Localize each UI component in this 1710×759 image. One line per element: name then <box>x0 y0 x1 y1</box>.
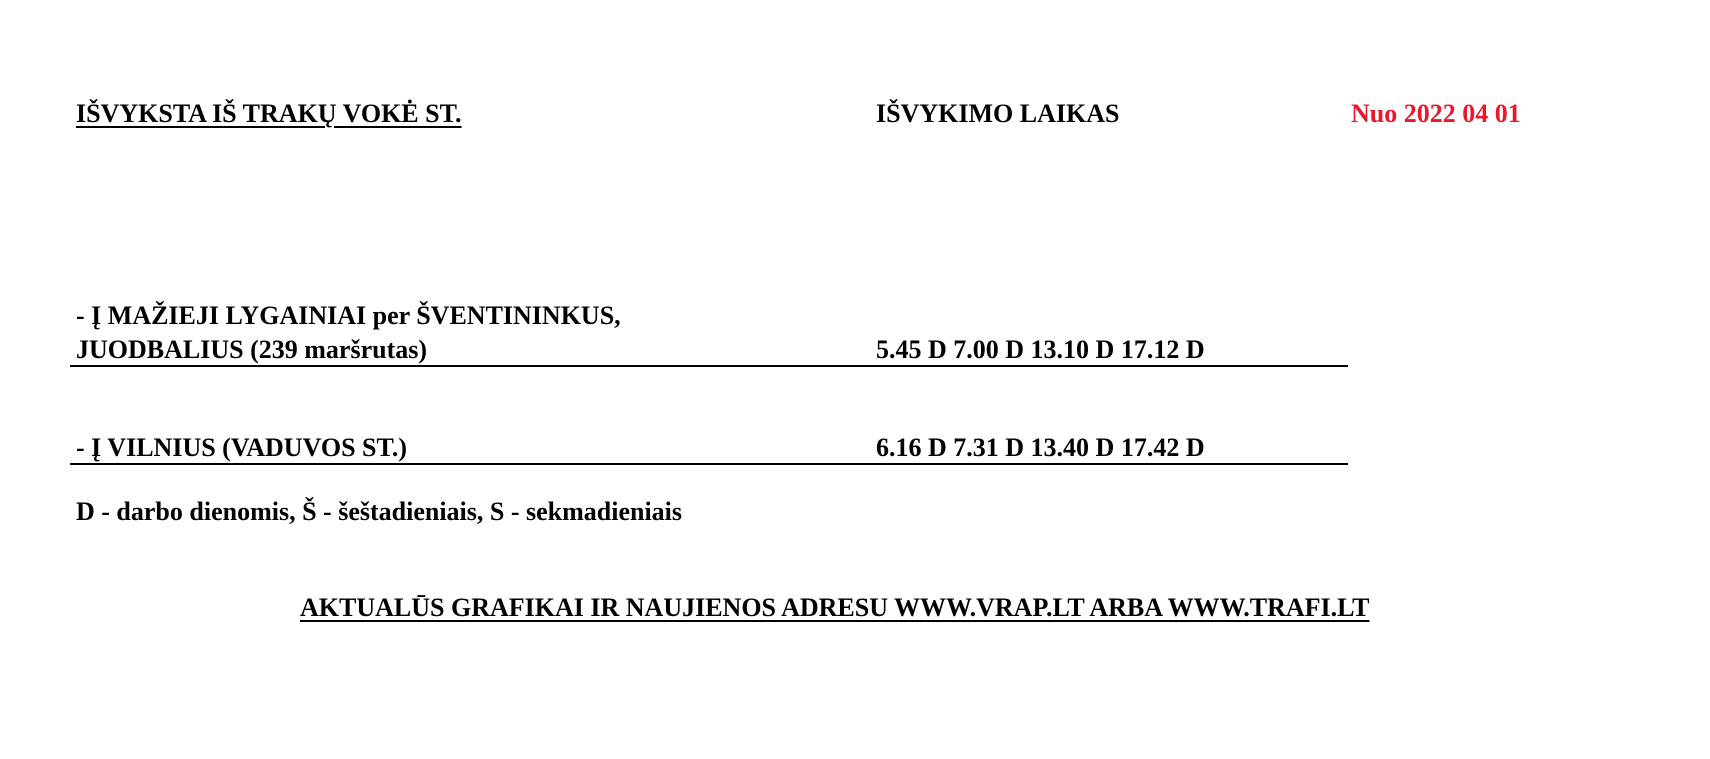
route-1-destination-line1: - Į MAŽIEJI LYGAINIAI per ŠVENTININKUS, <box>76 301 621 330</box>
route-1-divider <box>70 365 1348 367</box>
valid-from-date: Nuo 2022 04 01 <box>1351 99 1521 128</box>
route-2-divider <box>70 463 1348 465</box>
legend-text: D - darbo dienomis, Š - šeštadieniais, S - sekmadieniais <box>76 497 683 526</box>
footer-notice: AKTUALŪS GRAFIKAI IR NAUJIENOS ADRESU WWW.VRAP.LT ARBA WWW.TRAFI.LT <box>300 593 1370 622</box>
route-1-destination-line2: JUODBALIUS (239 maršrutas) <box>76 335 427 364</box>
route-2-destination: - Į VILNIUS (VADUVOS ST.) <box>76 433 408 462</box>
route-2-times: 6.16 D 7.31 D 13.40 D 17.42 D <box>876 433 1205 462</box>
departure-header-title: IŠVYKSTA IŠ TRAKŲ VOKĖ ST. <box>76 99 462 128</box>
route-1-times: 5.45 D 7.00 D 13.10 D 17.12 D <box>876 335 1205 364</box>
departure-time-header: IŠVYKIMO LAIKAS <box>876 99 1120 128</box>
